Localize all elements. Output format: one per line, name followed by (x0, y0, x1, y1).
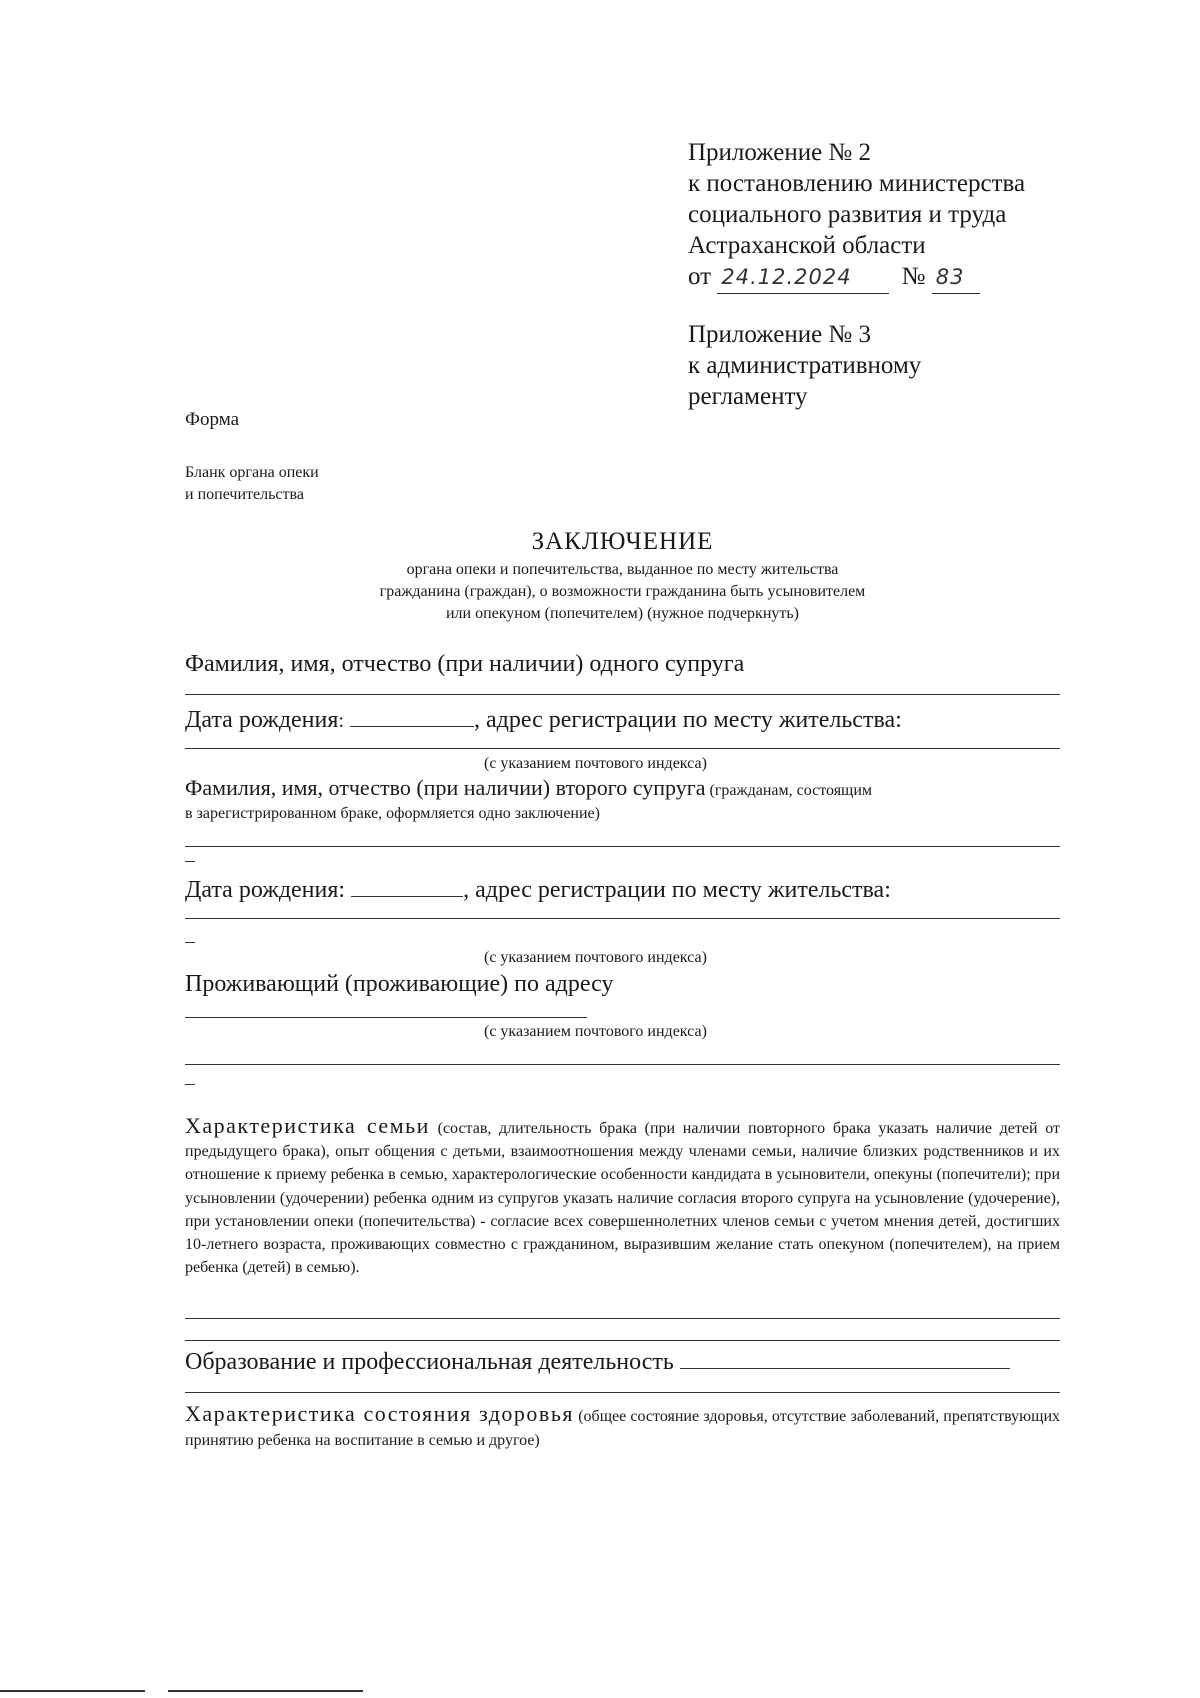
subtitle-line: или опекуном (попечителем) (нужное подчеркнуть) (445, 605, 800, 622)
birth-date-label: Дата рождения: (185, 877, 346, 903)
postal-note: (с указанием почтового индекса) (484, 949, 707, 966)
appendix-2-date-row (688, 261, 1025, 294)
number-field (932, 261, 980, 294)
education-label: Образование и профессиональная деятельность (185, 1349, 674, 1375)
scan-edge-mark (0, 1690, 145, 1692)
document-subtitle (185, 559, 1060, 625)
spouse2-name-line (185, 846, 1060, 847)
education-line (185, 1392, 1060, 1393)
family-line (185, 1340, 1060, 1341)
birth-date-blank (350, 704, 474, 727)
health-label: Характеристика состояния здоровья (185, 1401, 574, 1426)
date-field (717, 261, 889, 294)
issuer-blank-line: Бланк органа опеки (185, 464, 319, 481)
appendix-2-block (688, 137, 1025, 294)
line-dash (185, 942, 195, 943)
postal-note: (с указанием почтового индекса) (484, 1023, 707, 1040)
spouse1-name-label: Фамилия, имя, отчество (при наличии) одного супруга (185, 651, 745, 677)
family-characteristics (185, 1114, 1060, 1279)
spouse2-note-line2: в зарегистрированном браке, оформляется одно заключение) (185, 805, 600, 822)
residing-short-line (185, 1017, 587, 1018)
number-value: 83 (935, 265, 965, 289)
family-line (185, 1318, 1060, 1319)
appendix-2-title: Приложение № 2 (688, 139, 872, 166)
issuer-blank (185, 462, 319, 506)
appendix-3-line: регламенту (688, 383, 808, 410)
number-prefix: № (901, 263, 926, 290)
spouse2-address-line (185, 918, 1060, 919)
spouse2-name-block (185, 776, 1060, 825)
subtitle-line: органа опеки и попечительства, выданное по месту жительства (406, 561, 839, 578)
date-value: 24.12.2024 (721, 265, 852, 289)
health-characteristics (185, 1402, 1060, 1453)
appendix-2-line: Астраханской области (688, 232, 926, 259)
education-row (185, 1346, 1010, 1376)
subtitle-line: гражданина (граждан), о возможности гражданина быть усыновителем (379, 583, 866, 600)
spouse1-birth-row: Дата рождения: , адрес регистрации по месту жительства: (185, 704, 902, 735)
family-label: Характеристика семьи (185, 1113, 430, 1138)
education-blank (680, 1346, 1010, 1369)
issuer-blank-line: и попечительства (185, 486, 304, 503)
appendix-3-line: к административному (688, 352, 922, 379)
appendix-3-title: Приложение № 3 (688, 321, 872, 348)
line-dash (185, 861, 195, 862)
appendix-2-line: социального развития и труда (688, 201, 1007, 228)
birth-date-label: Дата рождения (185, 707, 339, 733)
residing-address-line (185, 1064, 1060, 1065)
document-title: ЗАКЛЮЧЕНИЕ (531, 528, 714, 555)
address-label: , адрес регистрации по месту жительства: (463, 877, 891, 903)
form-label: Форма (185, 409, 240, 430)
spouse1-address-line (185, 748, 1060, 749)
birth-date-blank (351, 874, 463, 897)
line-dash (185, 1084, 195, 1085)
postal-note: (с указанием почтового индекса) (484, 755, 707, 772)
appendix-2-line: к постановлению министерства (688, 170, 1026, 197)
spouse2-name-label: Фамилия, имя, отчество (при наличии) второго супруга (185, 775, 706, 800)
scan-edge-mark (168, 1690, 363, 1692)
date-prefix: от (688, 263, 712, 290)
appendix-3-block (688, 319, 921, 412)
health-text: (общее состояние здоровья, отсутствие заболеваний, препятствующих принятию ребенка на воспитание в семью и другое) (185, 1408, 1061, 1449)
family-text: (состав, длительность брака (при наличии повторного брака указать наличие детей от предыдущего брака), опыт общения с детьми, взаимоотношения между членами семьи, наличие близких родственников и их отношение к приему ребенка в семью, характерологические особенности кандидата в усыновители, опекуны (попечители); при усыновлении (удочерении) ребенка одним из супругов указать наличие согласия второго супруга на усыновление (удочерение), при установлении опеки (попечительства) - согласие всех совершеннолетних членов семьи с учетом мнения детей, достигших 10-летнего возраста, проживающих совместно с гражданином, выразившим желание стать опекуном (попечителем), на прием ребенка (детей) в семью). (185, 1120, 1061, 1277)
spouse2-note: (гражданам, состоящим (709, 782, 873, 799)
spouse1-name-line (185, 694, 1060, 695)
spouse2-birth-row (185, 874, 891, 904)
address-label: , адрес регистрации по месту жительства: (473, 707, 902, 733)
residing-label: Проживающий (проживающие) по адресу (185, 971, 614, 997)
